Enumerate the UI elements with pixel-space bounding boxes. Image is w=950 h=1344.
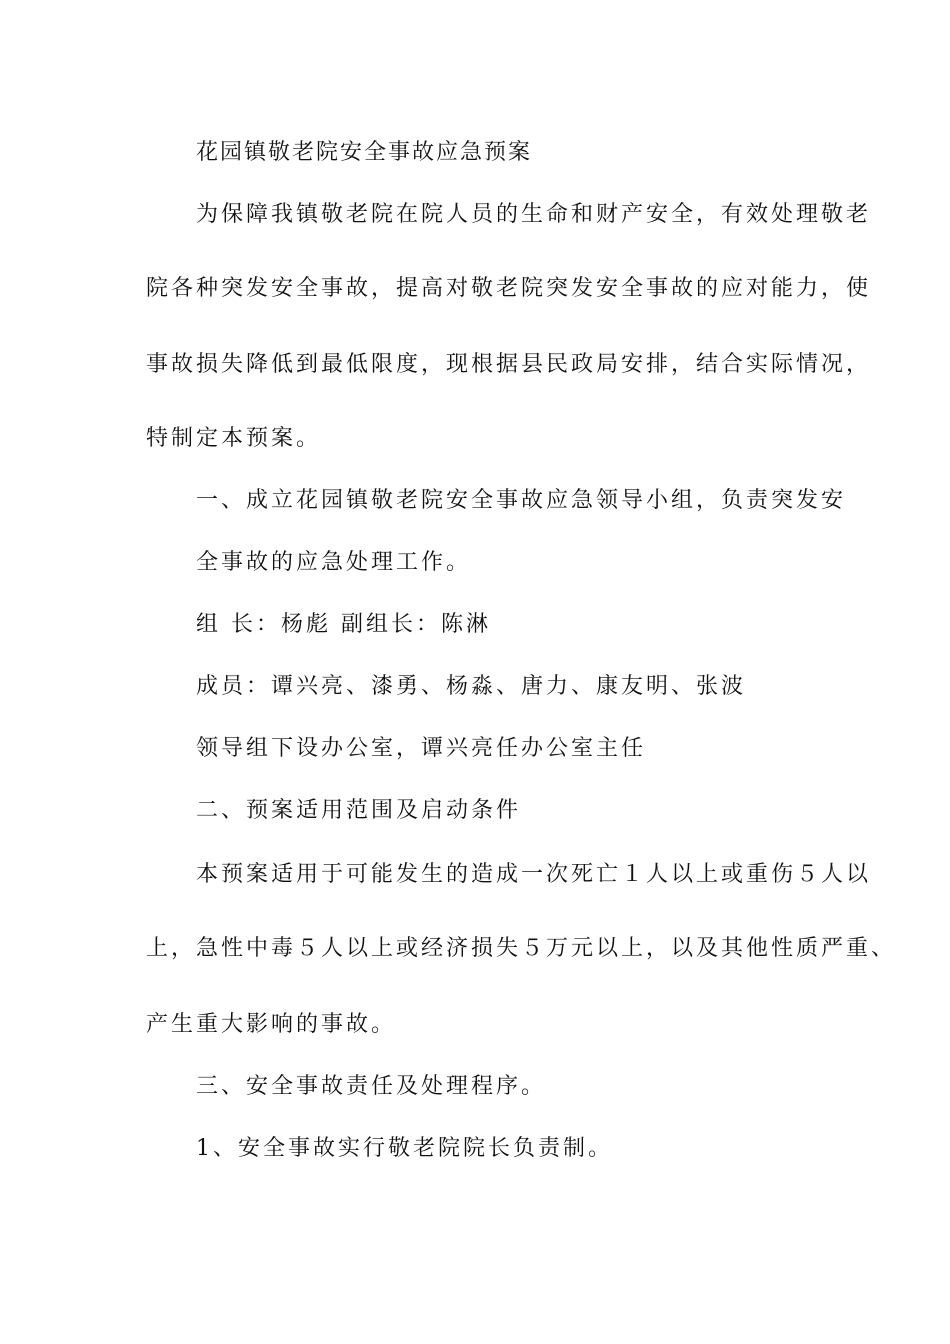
office-line: 领导组下设办公室，谭兴亮任办公室主任: [196, 736, 647, 761]
section2-line-1: 本预案适用于可能发生的造成一次死亡１人以上或重伤５人以: [196, 862, 872, 887]
section2-line-2: 上，急性中毒５人以上或经济损失５万元以上，以及其他性质严重、: [146, 936, 897, 961]
section3-item-1: 1、安全事故实行敬老院院长负责制。: [196, 1136, 613, 1161]
section3-heading: 三、安全事故责任及处理程序。: [196, 1074, 547, 1099]
members-line: 成员：谭兴亮、漆勇、杨淼、唐力、康友明、张波: [196, 674, 747, 699]
section1-line-1: 一、成立花园镇敬老院安全事故应急领导小组，负责突发安: [196, 488, 847, 513]
section2-heading: 二、预案适用范围及启动条件: [196, 798, 522, 823]
leaders-line: 组 长：杨彪 副组长：陈淋: [196, 612, 491, 637]
intro-line-3: 事故损失降低到最低限度，现根据县民政局安排，结合实际情况，: [146, 352, 872, 377]
intro-line-4: 特制定本预案。: [146, 426, 322, 451]
document-title: 花园镇敬老院安全事故应急预案: [196, 140, 533, 165]
intro-line-1: 为保障我镇敬老院在院人员的生命和财产安全，有效处理敬老: [196, 202, 872, 227]
section1-line-2: 全事故的应急处理工作。: [196, 550, 472, 575]
section2-line-3: 产生重大影响的事故。: [146, 1012, 397, 1037]
intro-line-2: 院各种突发安全事故，提高对敬老院突发安全事故的应对能力，使: [146, 276, 872, 301]
